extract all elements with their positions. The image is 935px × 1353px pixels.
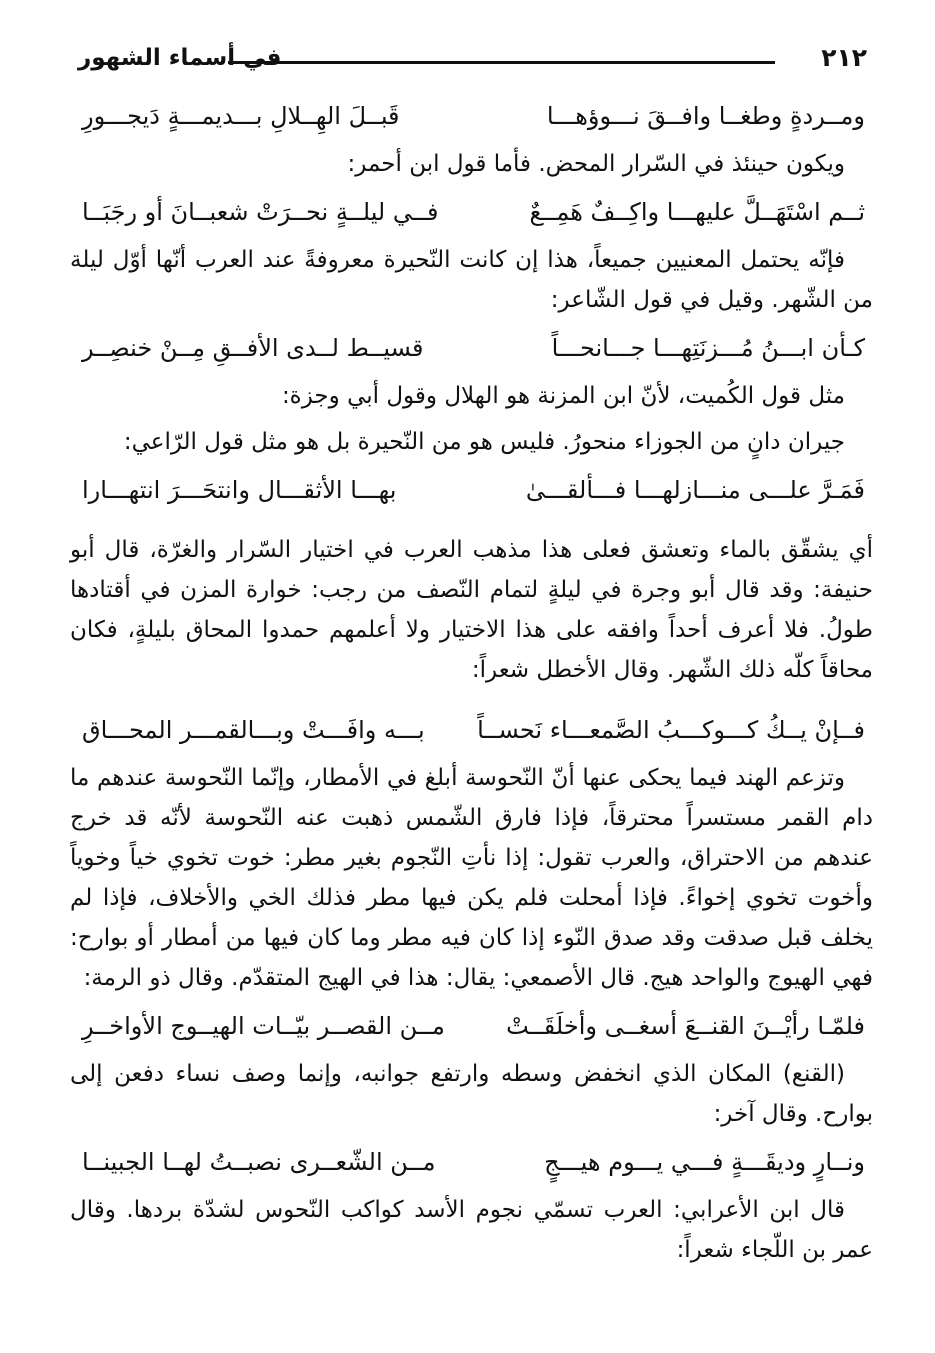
verse-line [70,1134,873,1190]
verse-first-hemistich: كـأن ابـــنُ مُـــزنَتِهـــا جـــانحـــاً [551,334,865,362]
verse-first-hemistich: ثــم اسْتَهَــلَّ عليهـــا واكِــفٌ هَمِــعٌ [529,198,865,226]
verse-line [70,88,873,144]
paragraph: مثل قول الكُميت، لأنّ ابن المزنة هو الهلال وقول أبي وجزة: [281,383,845,409]
paragraph: قال ابن الأعرابي: العرب تسمّي نجوم الأسد كواكب النّحوس لشدّة بردها. وقال عمر بن اللّجاء شعراً: [70,1197,873,1263]
paragraph: وتزعم الهند فيما يحكى عنها أنّ النّحوسة أبلغ في الأمطار، وإنّما النّحوسة عندهم ما دام القمر مستسراً محترقاً، فإذا فارق الشّمس ذهبت عنه النّحوسة لأنّه قد خرج عندهم من الاحتراق، والعرب تقول: إذا نأتِ النّجوم بغير مطر: خوت تخوي خياً وخوياً وأخوت تخوي إخواءً. فإذا أمحلت فلم يكن فيها مطر فذلك الخي والأخلاف، فإذا لم يخلف قبل صدقت وقد صدق النّوء إذا كان فيه مطر وما كان فيها من أمطار أو بوارح: فهي الهيوج والواحد هيج. قال الأصمعي: يقال: هذا في الهيج المتقدّم. وقال ذو الرمة: [70,765,873,991]
verse-second-hemistich: بـــه وافَـــتْ وبـــالقمـــر المحـــاق [82,716,425,744]
verse-line [70,702,873,758]
verse-second-hemistich: مــن الشّعــرى نصبــتُ لهــا الجبينــا [82,1148,436,1176]
header-rule [228,61,775,64]
verse-first-hemistich: فــإنْ يــكُ كـــوكـــبُ الصَّمعـــاء نَحســاً [477,716,865,744]
verse-first-hemistich: فلمّـا رأيْــنَ القنــعَ أسغــى وأخلَقَــتْ [506,1012,865,1040]
verse-second-hemistich: بهـــا الأثقـــال وانتحَـــرَ انتهـــارا [82,476,397,504]
verse-line [70,462,873,518]
running-header [78,40,867,80]
paragraph: (القنع) المكان الذي انخفض وسطه وارتفع جوانبه، وإنما وصف نساء دفعن إلى بوارح. وقال آخر: [70,1061,873,1127]
verse-line [70,998,873,1054]
verse-first-hemistich: ونــارٍ وديقَـــةٍ فـــي يـــوم هيـــجٍ [544,1148,865,1176]
paragraph: فإنّه يحتمل المعنيين جميعاً، هذا إن كانت النّحيرة معروفةً عند العرب أنّها أوّل ليلة من الشّهر. وقيل في قول الشّاعر: [70,247,873,313]
verse-line [70,320,873,376]
verse-second-hemistich: قَبــلَ الهِــلالِ بـــديمـــةٍ دَيجـــورِ [82,102,400,130]
paragraph: جيران دانٍ من الجوزاء منحورُ. فليس هو من النّحيرة بل هو مثل قول الرّاعي: [123,429,845,455]
running-title: في أسماء الشهور [78,45,282,71]
page-body [70,88,873,1270]
verse-first-hemistich: فَمَـرَّ علـــى منـــازلهـــا فـــألقـــىٰ [525,476,865,504]
verse-line [70,184,873,240]
verse-second-hemistich: مــن القصــر بيّــات الهيــوج الأواخــرِ [82,1012,445,1040]
verse-second-hemistich: قسيــط لــدى الأفــقِ مِــنْ خنصِــر [82,334,424,362]
page-number: ٢١٢ [821,43,867,72]
paragraph: ويكون حينئذ في السّرار المحض. فأما قول ابن أحمر: [347,151,845,177]
verse-first-hemistich: ومــردةٍ وطغــا وافــقَ نـــوؤهـــا [546,102,865,130]
verse-second-hemistich: فــي ليلــةٍ نحــرَتْ شعبــانَ أو رجَبَــا [82,198,439,226]
paragraph: أي يشقّق بالماء وتعشق فعلى هذا مذهب العرب في اختيار السّرار والغرّة، قال أبو حنيفة: وقد قال أبو وجرة في ليلةٍ لتمام النّصف من رجب: خوارة المزن في أقتادها طولُ. فلا أعرف أحداً وافقه على هذا الاختيار ولا أعلمهم حمدوا المحاق بليلةٍ، فكان محاقاً كلّه ذلك الشّهر. وقال الأخطل شعراً: [70,537,873,683]
